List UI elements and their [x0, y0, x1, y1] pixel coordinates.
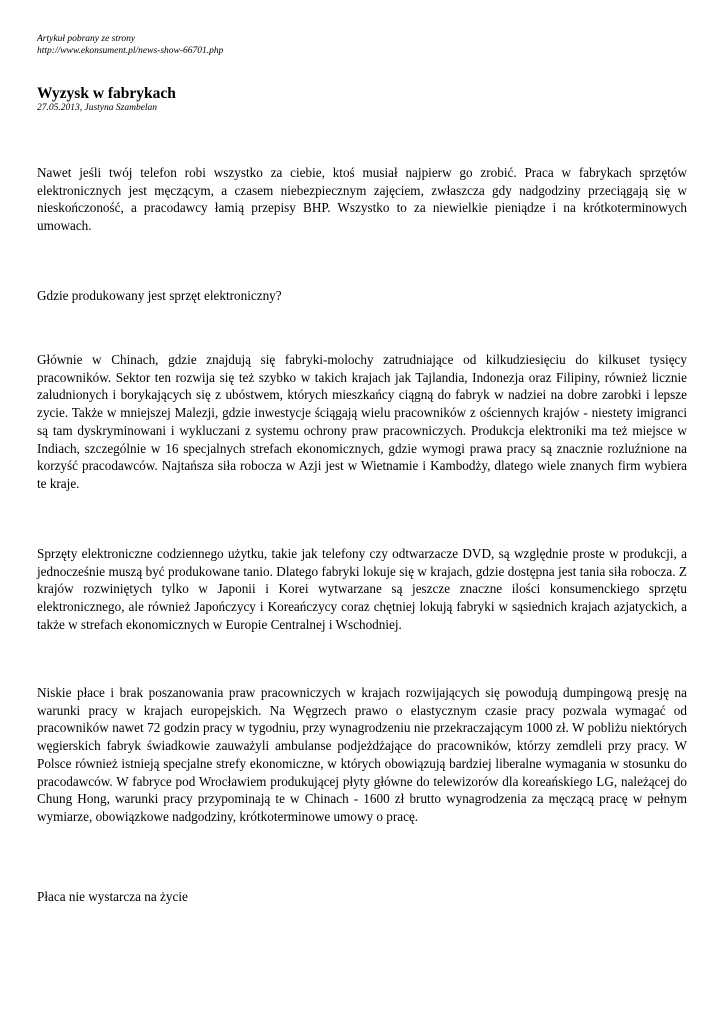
section-heading-wages: Płaca nie wystarcza na życie: [37, 889, 188, 904]
article-date-author: 27.05.2013, Justyna Szambelan: [37, 103, 158, 113]
source-note: [37, 33, 223, 57]
article-title: Wyzysk w fabrykach: [37, 85, 176, 102]
paragraph-europe: Niskie płace i brak poszanowania praw pracowniczych w krajach rozwijających się powodują dumpingową presję na warunki pracy w krajach europejskich. Na Węgrzech prawo o elastycznym czasie pracy pozwala wymagać od pracowników nawet 72 godzin pracy w tygodniu, przy wynagrodzeniu nie przekraczającym 1000 zł. W pobliżu niektórych węgierskich fabryk świadkowie zauważyli ambulanse podjeżdżające do pracowników, którzy zemdleli przy pracy. W Polsce również istnieją specjalne strefy ekonomiczne, w których obowiązują bardziej liberalne wymagania w stosunku do pracodawców. W fabryce pod Wrocławiem produkującej płyty główne do telewizorów dla koreańskiego LG, należącej do Chung Hong, warunki pracy przypominają te w Chinach - 1600 zł brutto wynagrodzenia za męczącą pracę w pełnym wymiarze, obowiązkowe nadgodziny, krótkoterminowe umowy o pracę.: [37, 685, 687, 824]
source-url: http://www.ekonsument.pl/news-show-66701.php: [37, 46, 224, 56]
paragraph-asia: Głównie w Chinach, gdzie znajdują się fabryki-molochy zatrudniające od kilkudziesięciu do kilkuset tysięcy pracowników. Sektor ten rozwija się też szybko w takich krajach jak Tajlandia, Indonezja oraz Filipiny, również licznie zaludnionych i borykających się z ubóstwem, których mieszkańcy ciągną do fabryk w nadziei na dobre zarobki i lepsze zycie. Także w mniejszej Malezji, gdzie inwestycje ściągają wielu pracowników z ościennych krajów - niestety imigranci są tam dyskryminowani i wykluczani z systemu ochrony praw pracowniczych. Produkcja elektroniki ma też miejsce w Indiach, szczególnie w 16 specjalnych strefach ekonomicznych, gdzie wymogi prawa pracy są znacznie rozluźnione na korzyść pracodawców. Najtańsza siła robocza w Azji jest w Wietnamie i Kambodży, dlatego wiele znanych firm wybiera te kraje.: [37, 352, 687, 491]
source-label: Artykuł pobrany ze strony: [37, 34, 136, 44]
section-heading-production: Gdzie produkowany jest sprzęt elektroniczny?: [37, 288, 282, 303]
document-page: [37, 0, 687, 1024]
paragraph-consumer-electronics: Sprzęty elektroniczne codziennego użytku, takie jak telefony czy odtwarzacze DVD, są względnie proste w produkcji, a jednocześnie muszą być produkowane tanio. Dlatego fabryki lokuje się w krajach, gdzie dostępna jest tania siła robocza. Z krajów rozwiniętych tylko w Japonii i Korei wytwarzane są jeszcze znaczne ilości konsumenckiego sprzętu elektronicznego, ale również Japończycy i Koreańczycy coraz chętniej lokują fabryki w sąsiednich krajach azjatyckich, a także w strefach ekonomicznych w Europie Centralnej i Wschodniej.: [37, 546, 687, 632]
intro-paragraph: Nawet jeśli twój telefon robi wszystko za ciebie, ktoś musiał najpierw go zrobić. Praca w fabrykach sprzętów elektronicznych jest męczącym, a czasem niebezpiecznym zajęciem, zwłaszcza gdy nadgodziny przeciągają się w nieskończoność, a pracodawcy łamią przepisy BHP. Wszystko to za niewielkie pieniądze i na krótkoterminowych umowach.: [37, 165, 687, 234]
